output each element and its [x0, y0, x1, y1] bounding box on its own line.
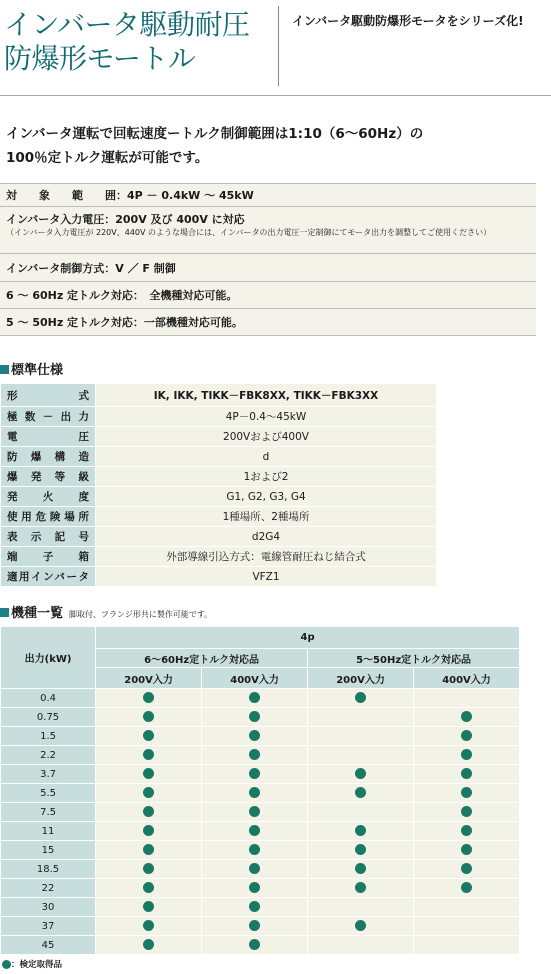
available-dot-icon: [249, 749, 260, 760]
col-400v-header: 400V入力: [202, 668, 308, 689]
spec-row: [1, 427, 437, 447]
page-header: [0, 0, 551, 96]
available-dot-icon: [143, 730, 154, 741]
model-cell: [308, 917, 414, 936]
feature-row: [0, 206, 536, 253]
spec-key: 爆発等級: [1, 467, 96, 487]
available-dot-icon: [249, 939, 260, 950]
model-cell: [202, 803, 308, 822]
model-cell: [202, 936, 308, 955]
spec-key: 適用インバータ: [1, 567, 96, 587]
available-dot-icon: [143, 787, 154, 798]
model-cell: [96, 879, 202, 898]
available-dot-icon: [461, 882, 472, 893]
available-dot-icon: [355, 692, 366, 703]
model-cell: [414, 898, 520, 917]
model-cell: [96, 765, 202, 784]
model-cell: [308, 727, 414, 746]
model-size: 45: [1, 936, 96, 955]
model-size: 0.75: [1, 708, 96, 727]
feature-label: 5 ～ 50Hz 定トルク対応：一部機種対応可能。: [6, 316, 243, 329]
spec-row: [1, 527, 437, 547]
spec-row: [1, 567, 437, 587]
model-cell: [414, 746, 520, 765]
certified-dot-icon: [2, 960, 11, 969]
model-row: [1, 784, 520, 803]
model-cell: [308, 803, 414, 822]
available-dot-icon: [249, 920, 260, 931]
models-section-title: 機種一覧: [11, 606, 64, 621]
available-dot-icon: [461, 768, 472, 779]
pole-header: 4p: [96, 627, 520, 649]
model-cell: [202, 746, 308, 765]
group-60hz-header: 6～60Hz定トルク対応品: [96, 649, 308, 668]
model-row: [1, 746, 520, 765]
spec-value: 外部導線引込方式：電線管耐圧ねじ結合式: [96, 547, 437, 567]
available-dot-icon: [461, 863, 472, 874]
model-cell: [202, 708, 308, 727]
feature-list: [0, 183, 536, 336]
model-cell: [96, 689, 202, 708]
model-cell: [202, 727, 308, 746]
spec-value: d2G4: [96, 527, 437, 547]
intro-text: [6, 122, 546, 170]
header-divider: [278, 6, 279, 86]
size-header: 出力(kW): [1, 627, 96, 689]
available-dot-icon: [355, 882, 366, 893]
model-cell: [96, 917, 202, 936]
model-cell: [414, 708, 520, 727]
model-cell: [308, 822, 414, 841]
model-cell: [414, 841, 520, 860]
available-dot-icon: [461, 787, 472, 798]
available-dot-icon: [355, 920, 366, 931]
model-cell: [202, 689, 308, 708]
available-dot-icon: [249, 882, 260, 893]
spec-key: 表示記号: [1, 527, 96, 547]
model-size: 1.5: [1, 727, 96, 746]
legend: [2, 958, 62, 970]
model-cell: [202, 860, 308, 879]
model-size: 18.5: [1, 860, 96, 879]
feature-label: 対 象 範 囲：4P － 0.4kW ～ 45kW: [6, 189, 254, 202]
spec-section-heading: [0, 359, 63, 378]
model-cell: [308, 765, 414, 784]
spec-row: [1, 547, 437, 567]
available-dot-icon: [249, 692, 260, 703]
spec-key: 発火度: [1, 487, 96, 507]
feature-row: [0, 281, 536, 308]
model-size: 0.4: [1, 689, 96, 708]
model-cell: [202, 917, 308, 936]
header-rule: [0, 95, 551, 96]
model-row: [1, 841, 520, 860]
model-row: [1, 689, 520, 708]
model-cell: [202, 784, 308, 803]
spec-row: [1, 487, 437, 507]
intro-line-1: インバータ運転で回転速度ートルク制御範囲は1:10（6～60Hz）の: [6, 126, 424, 142]
available-dot-icon: [355, 825, 366, 836]
spec-value: IK, IKK, TIKK－FBK8XX, TIKK－FBK3XX: [96, 384, 437, 407]
model-cell: [414, 727, 520, 746]
model-cell: [308, 860, 414, 879]
available-dot-icon: [355, 787, 366, 798]
spec-section-title: 標準仕様: [11, 363, 64, 378]
model-cell: [308, 784, 414, 803]
model-cell: [202, 822, 308, 841]
feature-row: [0, 183, 536, 206]
spec-key: 端子箱: [1, 547, 96, 567]
available-dot-icon: [143, 768, 154, 779]
section-square-icon: [0, 608, 9, 617]
available-dot-icon: [249, 901, 260, 912]
model-row: [1, 860, 520, 879]
model-cell: [414, 765, 520, 784]
feature-label: インバータ入力電圧：200V 及び 400V に対応: [6, 213, 245, 226]
available-dot-icon: [249, 825, 260, 836]
model-cell: [308, 841, 414, 860]
model-cell: [308, 879, 414, 898]
model-cell: [308, 708, 414, 727]
available-dot-icon: [143, 863, 154, 874]
model-cell: [202, 879, 308, 898]
model-cell: [96, 860, 202, 879]
model-row: [1, 898, 520, 917]
spec-value: 200Vおよび400V: [96, 427, 437, 447]
model-cell: [414, 917, 520, 936]
intro-line-2: 100％定トルク運転が可能です。: [6, 150, 209, 166]
available-dot-icon: [249, 863, 260, 874]
spec-value: 1種場所、2種場所: [96, 507, 437, 527]
spec-key: 電圧: [1, 427, 96, 447]
model-row: [1, 936, 520, 955]
model-size: 37: [1, 917, 96, 936]
available-dot-icon: [461, 844, 472, 855]
model-cell: [414, 803, 520, 822]
page-title: [4, 8, 250, 76]
title-line-2: 防爆形モートル: [4, 42, 196, 75]
spec-value: 4P－0.4～45kW: [96, 407, 437, 427]
col-200v-header: 200V入力: [96, 668, 202, 689]
spec-row: [1, 447, 437, 467]
col-200v-header: 200V入力: [308, 668, 414, 689]
model-cell: [414, 936, 520, 955]
available-dot-icon: [355, 768, 366, 779]
available-dot-icon: [143, 882, 154, 893]
available-dot-icon: [143, 920, 154, 931]
available-dot-icon: [143, 749, 154, 760]
spec-row: [1, 507, 437, 527]
spec-value: VFZ1: [96, 567, 437, 587]
model-cell: [308, 936, 414, 955]
spec-value: G1, G2, G3, G4: [96, 487, 437, 507]
available-dot-icon: [143, 825, 154, 836]
model-size: 22: [1, 879, 96, 898]
model-size: 3.7: [1, 765, 96, 784]
available-dot-icon: [249, 844, 260, 855]
spec-row: [1, 467, 437, 487]
col-400v-header: 400V入力: [414, 668, 520, 689]
models-table: [0, 626, 520, 955]
available-dot-icon: [355, 844, 366, 855]
available-dot-icon: [249, 730, 260, 741]
model-cell: [202, 765, 308, 784]
spec-table: [0, 383, 437, 587]
available-dot-icon: [143, 711, 154, 722]
available-dot-icon: [461, 749, 472, 760]
feature-row: [0, 253, 536, 281]
model-cell: [308, 746, 414, 765]
feature-note: （インバータ入力電圧が 220V、440V のような場合には、インバータの出力電圧一定制御にてモータ出力を調整してご使用ください）: [6, 228, 492, 237]
model-cell: [414, 689, 520, 708]
model-cell: [414, 822, 520, 841]
spec-key: 防爆構造: [1, 447, 96, 467]
available-dot-icon: [143, 939, 154, 950]
available-dot-icon: [249, 787, 260, 798]
model-row: [1, 917, 520, 936]
model-size: 2.2: [1, 746, 96, 765]
model-cell: [96, 727, 202, 746]
model-size: 15: [1, 841, 96, 860]
model-size: 5.5: [1, 784, 96, 803]
feature-row: [0, 308, 536, 336]
model-row: [1, 708, 520, 727]
available-dot-icon: [143, 901, 154, 912]
model-cell: [96, 898, 202, 917]
models-section-note: 脚取付、フランジ形共に製作可能です。: [69, 610, 213, 619]
available-dot-icon: [461, 806, 472, 817]
model-row: [1, 879, 520, 898]
spec-value: 1および2: [96, 467, 437, 487]
spec-key: 使用危険場所: [1, 507, 96, 527]
model-size: 30: [1, 898, 96, 917]
available-dot-icon: [355, 863, 366, 874]
model-row: [1, 803, 520, 822]
model-cell: [414, 860, 520, 879]
model-cell: [202, 898, 308, 917]
model-cell: [202, 841, 308, 860]
available-dot-icon: [143, 844, 154, 855]
available-dot-icon: [461, 711, 472, 722]
spec-key: 形 式: [1, 384, 96, 407]
model-size: 7.5: [1, 803, 96, 822]
model-cell: [414, 784, 520, 803]
spec-row: [1, 384, 437, 407]
available-dot-icon: [143, 806, 154, 817]
spec-key: 極数－出力: [1, 407, 96, 427]
feature-label: インバータ制御方式：V ／ F 制御: [6, 261, 176, 275]
available-dot-icon: [461, 825, 472, 836]
available-dot-icon: [461, 730, 472, 741]
model-cell: [96, 746, 202, 765]
model-cell: [96, 803, 202, 822]
model-size: 11: [1, 822, 96, 841]
model-cell: [96, 784, 202, 803]
available-dot-icon: [249, 806, 260, 817]
model-row: [1, 765, 520, 784]
model-row: [1, 727, 520, 746]
section-square-icon: [0, 365, 9, 374]
group-50hz-header: 5～50Hz定トルク対応品: [308, 649, 520, 668]
feature-label: 6 ～ 60Hz 定トルク対応： 全機種対応可能。: [6, 289, 238, 302]
models-section-heading: [0, 602, 212, 621]
model-cell: [308, 689, 414, 708]
available-dot-icon: [249, 768, 260, 779]
available-dot-icon: [143, 692, 154, 703]
model-cell: [96, 708, 202, 727]
model-cell: [96, 822, 202, 841]
model-cell: [308, 898, 414, 917]
model-row: [1, 822, 520, 841]
spec-row: [1, 407, 437, 427]
title-line-1: インバータ駆動耐圧: [4, 8, 250, 41]
header-tagline: インバータ駆動防爆形モータをシリーズ化!: [292, 14, 524, 28]
available-dot-icon: [249, 711, 260, 722]
model-cell: [96, 841, 202, 860]
model-cell: [96, 936, 202, 955]
spec-value: d: [96, 447, 437, 467]
model-cell: [414, 879, 520, 898]
legend-text: ：検定取得品: [11, 960, 63, 970]
